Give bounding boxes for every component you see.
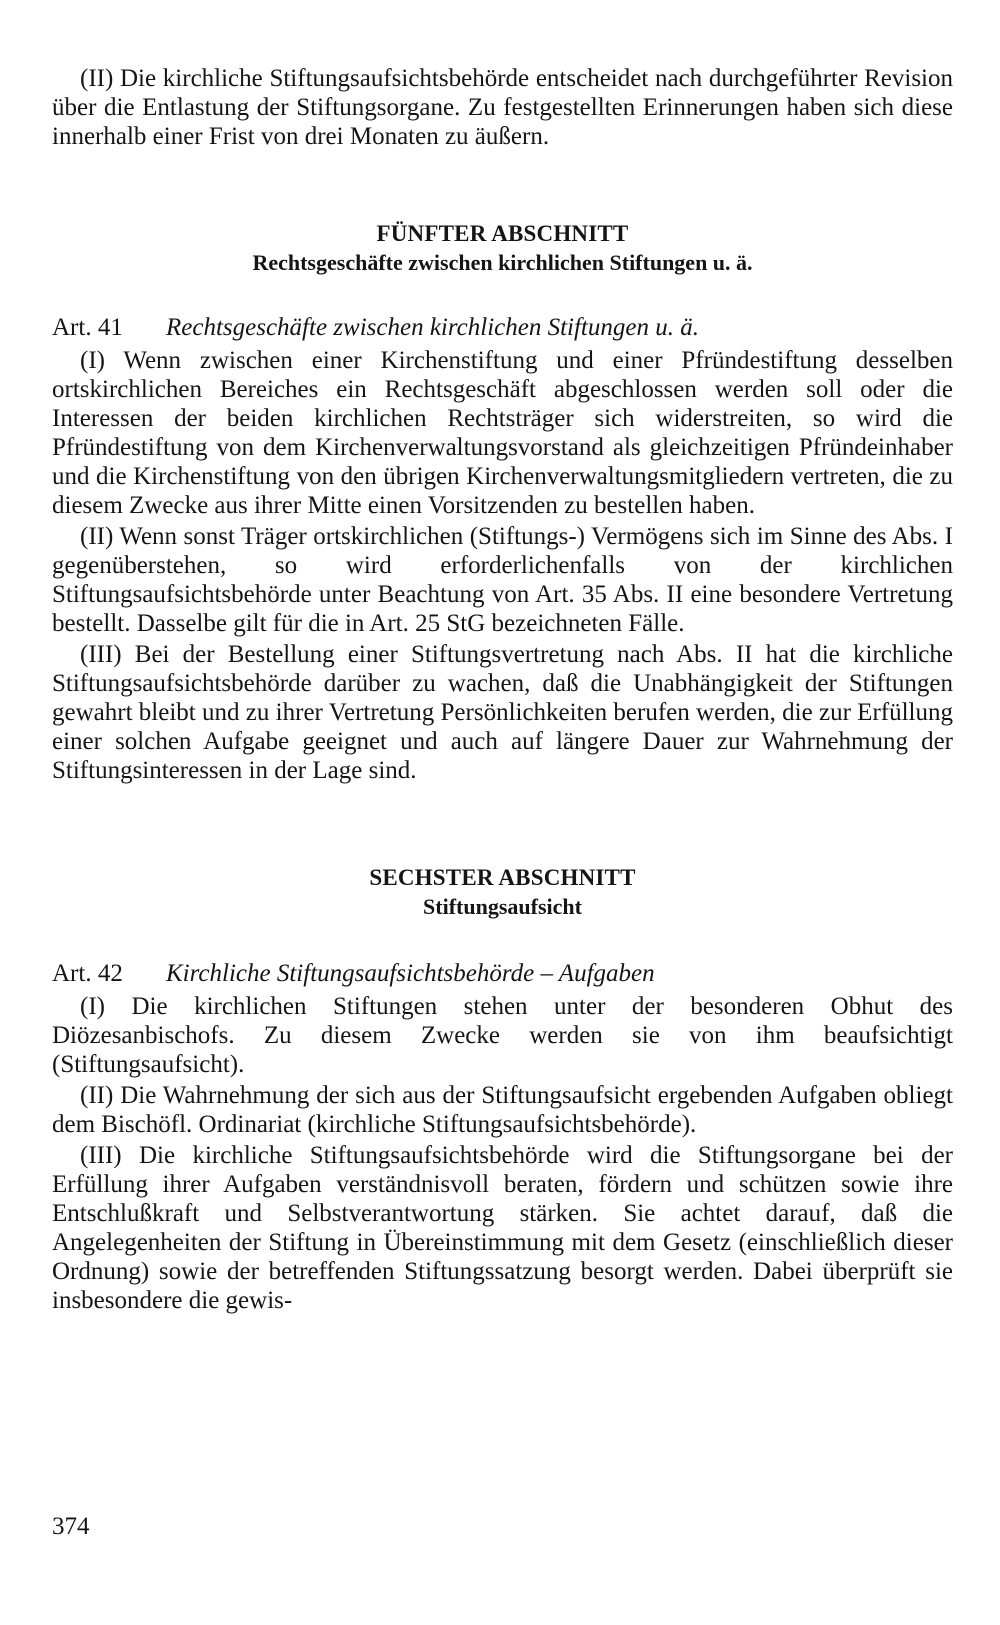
article-42-paragraph-2: (II) Die Wahrnehmung der sich aus der Stiftungsaufsicht ergebenden Aufgaben obliegt dem Bischöfl. Ordinariat (kirchliche Stiftungsaufsichtsbehörde).	[52, 1082, 953, 1138]
section-5-subtitle: Rechtsgeschäfte zwischen kirchlichen Stiftungen u. ä.	[252, 250, 753, 275]
article-42-paragraph-1: (I) Die kirchlichen Stiftungen stehen unter der besonderen Obhut des Diözesanbischofs. Zu diesem Zwecke werden sie von ihm beaufsichtigt (Stiftungsaufsicht).	[52, 993, 953, 1078]
document-page	[52, 64, 953, 1315]
section-5-heading	[52, 219, 953, 277]
section-5-title: FÜNFTER ABSCHNITT	[376, 221, 629, 246]
article-42-paragraph-3: (III) Die kirchliche Stiftungsaufsichtsbehörde wird die Stiftungsorgane bei der Erfüllung ihrer Aufgaben verständnisvoll beraten, fördern und schützen sowie ihre Entschlußkraft und Selbstverantwortung stärken. Sie achtet darauf, daß die Angelegenheiten der Stiftung in Übereinstimmung mit dem Gesetz (einschließlich dieser Ordnung) sowie der betreffenden Stiftungssatzung besorgt werden. Dabei überprüft sie insbesondere die gewis-	[52, 1142, 953, 1314]
article-41-heading	[52, 313, 953, 342]
article-41-title: Rechtsgeschäfte zwischen kirchlichen Stiftungen u. ä.	[166, 314, 699, 341]
intro-paragraph: (II) Die kirchliche Stiftungsaufsichtsbehörde entscheidet nach durchgeführter Revision über die Entlastung der Stiftungsorgane. Zu festgestellten Erinnerungen haben sich diese innerhalb einer Frist von drei Monaten zu äußern.	[52, 65, 953, 150]
section-6-heading	[52, 863, 953, 921]
article-42-number: Art. 42	[52, 960, 123, 987]
article-42-title: Kirchliche Stiftungsaufsichtsbehörde – Aufgaben	[166, 960, 655, 987]
article-41-paragraph-2: (II) Wenn sonst Träger ortskirchlichen (Stiftungs-) Vermögens sich im Sinne des Abs. I gegenüberstehen, so wird erforderlichenfalls von der kirchlichen Stiftungsaufsichtsbehörde unter Beachtung von Art. 35 Abs. II eine besondere Vertretung bestellt. Dasselbe gilt für die in Art. 25 StG bezeichneten Fälle.	[52, 523, 953, 637]
article-42-heading	[52, 959, 953, 988]
section-6-title: SECHSTER ABSCHNITT	[369, 865, 636, 890]
page-number: 374	[52, 1513, 90, 1540]
article-41-paragraph-3: (III) Bei der Bestellung einer Stiftungsvertretung nach Abs. II hat die kirchliche Stiftungsaufsichtsbehörde darüber zu wachen, daß die Unabhängigkeit der Stiftungen gewahrt bleibt und zu ihrer Vertretung Persönlichkeiten berufen werden, die zur Erfüllung einer solchen Aufgabe geeignet und auch auf längere Dauer zur Wahrnehmung der Stiftungsinteressen in der Lage sind.	[52, 641, 953, 784]
section-6-subtitle: Stiftungsaufsicht	[423, 894, 582, 919]
article-41-number: Art. 41	[52, 314, 123, 341]
article-41-paragraph-1: (I) Wenn zwischen einer Kirchenstiftung und einer Pfründestiftung desselben ortskirchlichen Bereiches ein Rechtsgeschäft abgeschlossen werden soll oder die Interessen der beiden kirchlichen Rechtsträger sich widerstreiten, so wird die Pfründestiftung von dem Kirchenverwaltungsvorstand als gleichzeitigen Pfründeinhaber und die Kirchenstiftung von den übrigen Kirchenverwaltungsmitgliedern vertreten, die zu diesem Zwecke aus ihrer Mitte einen Vorsitzenden zu bestellen haben.	[52, 347, 953, 519]
